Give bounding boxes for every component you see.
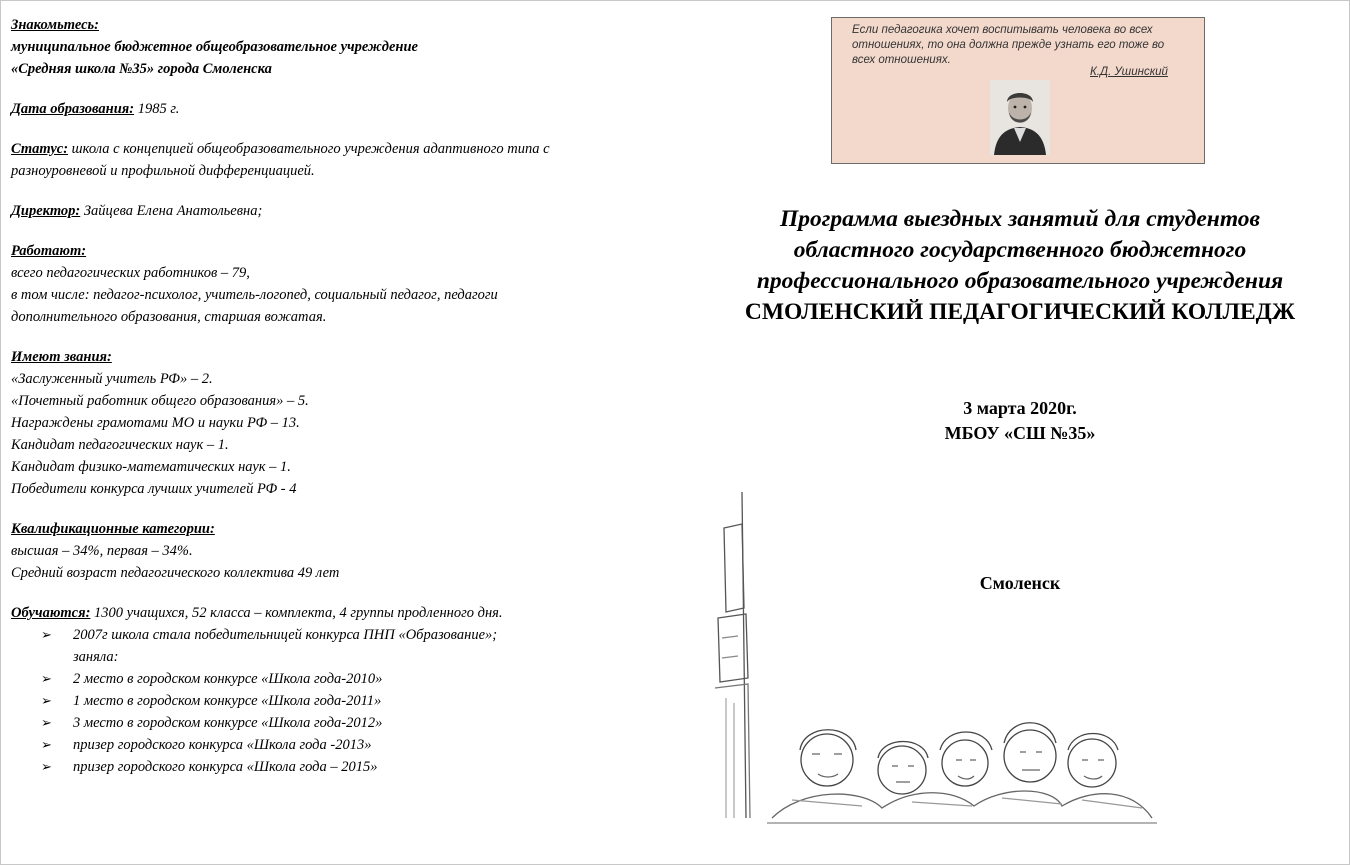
categories-line: Средний возраст педагогического коллектива 49 лет [11, 565, 340, 581]
quote-text: Если педагогика хочет воспитывать человека во всех отношениях, то она должна прежде узнать его тоже во всех отношениях. [852, 24, 1165, 66]
students-row [11, 602, 651, 624]
list-item: ➢ 2007г школа стала победительницей конкурса ПНП «Образование»; [41, 624, 651, 646]
arrow-bullet-icon: ➢ [41, 737, 52, 752]
list-item: ➢ призер городского конкурса «Школа года -2013» [41, 734, 651, 756]
titles-line: «Заслуженный учитель РФ» – 2. [11, 371, 213, 387]
quote-author: К.Д. Ушинский [1090, 66, 1168, 78]
title-line: Программа выездных занятий для студентов [779, 206, 1261, 232]
list-item: ➢ 2 место в городском конкурсе «Школа года-2010» [41, 668, 651, 690]
event-info [690, 396, 1350, 446]
achievements-list [11, 624, 651, 778]
event-date: 3 марта 2020г. [963, 398, 1077, 418]
intro-line-1: муниципальное бюджетное общеобразовательное учреждение [11, 39, 418, 55]
list-item-continuation: заняла: [73, 649, 119, 665]
status-value-cont: разноуровневой и профильной дифференциацией. [11, 163, 315, 179]
staff-line: дополнительного образования, старшая вожатая. [11, 309, 327, 325]
intro-label: Знакомьтесь: [11, 17, 99, 33]
arrow-bullet-icon: ➢ [41, 671, 52, 686]
titles-line: Победители конкурса лучших учителей РФ - 4 [11, 481, 297, 497]
arrow-bullet-icon: ➢ [41, 693, 52, 708]
title-line: областного государственного бюджетного [793, 237, 1247, 263]
director-row [11, 200, 651, 222]
founded-label: Дата образования: [11, 101, 135, 117]
arrow-bullet-icon: ➢ [41, 715, 52, 730]
titles-line: Кандидат физико-математических наук – 1. [11, 459, 291, 475]
list-item: ➢ 3 место в городском конкурсе «Школа года-2012» [41, 712, 651, 734]
titles-line: Кандидат педагогических наук – 1. [11, 437, 229, 453]
staff-line: в том числе: педагог-психолог, учитель-логопед, социальный педагог, педагоги [11, 287, 498, 303]
school-info-column [11, 14, 651, 778]
event-place: МБОУ «СШ №35» [944, 423, 1096, 443]
ushinsky-portrait-icon [990, 80, 1050, 155]
titles-label: Имеют звания: [11, 349, 112, 365]
students-value: 1300 учащихся, 52 класса – комплекта, 4 группы продленного дня. [94, 605, 503, 621]
director-value: Зайцева Елена Анатольевна; [83, 203, 263, 219]
status-value: школа с концепцией общеобразовательного учреждения адаптивного типа с [71, 141, 550, 157]
intro-line-2: «Средняя школа №35» города Смоленска [11, 61, 272, 77]
categories-label: Квалификационные категории: [11, 521, 215, 537]
college-name: СМОЛЕНСКИЙ ПЕДАГОГИЧЕСКИЙ КОЛЛЕДЖ [744, 299, 1296, 325]
students-label: Обучаются: [11, 605, 91, 621]
status-label: Статус: [11, 141, 69, 157]
staff-label: Работают: [11, 243, 87, 259]
titles-line: «Почетный работник общего образования» – 5. [11, 393, 309, 409]
director-label: Директор: [11, 203, 81, 219]
arrow-bullet-icon: ➢ [41, 627, 52, 642]
arrow-bullet-icon: ➢ [41, 759, 52, 774]
status-row [11, 138, 651, 160]
founded-row [11, 98, 651, 120]
title-line: профессионального образовательного учреждения [756, 268, 1284, 294]
children-sketch-icon [712, 488, 1322, 833]
staff-line: всего педагогических работников – 79, [11, 265, 250, 281]
list-item: ➢ призер городского конкурса «Школа года – 2015» [41, 756, 651, 778]
quote-box [831, 17, 1205, 164]
program-title [690, 204, 1350, 328]
founded-value: 1985 г. [137, 101, 180, 117]
titles-line: Награждены грамотами МО и науки РФ – 13. [11, 415, 300, 431]
list-item: ➢ 1 место в городском конкурсе «Школа года-2011» [41, 690, 651, 712]
city-name: Смоленск [979, 573, 1061, 593]
categories-line: высшая – 34%, первая – 34%. [11, 543, 193, 559]
